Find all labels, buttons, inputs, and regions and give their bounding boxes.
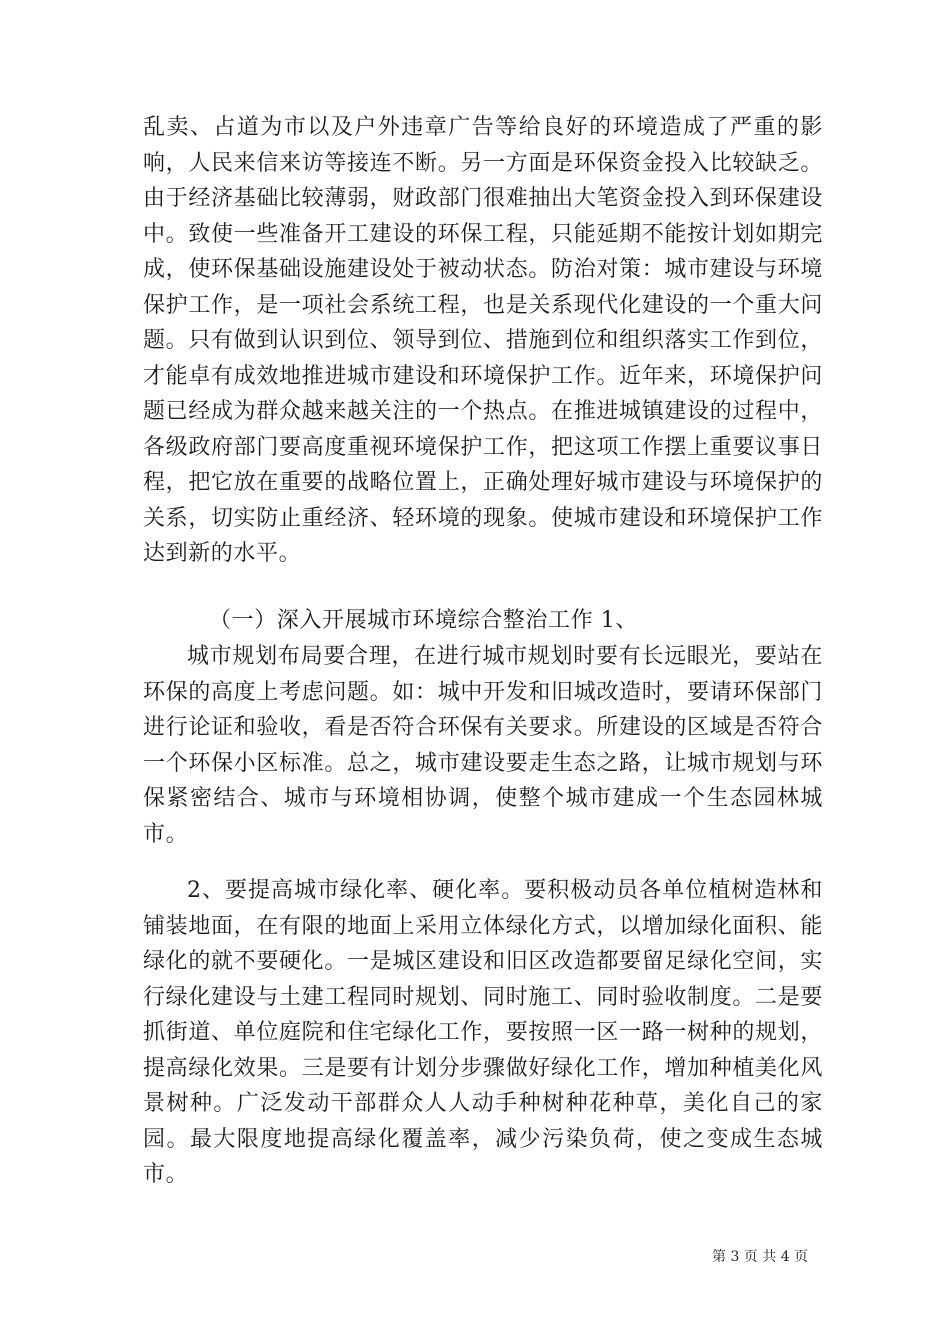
body-paragraph: 2、要提高城市绿化率、硬化率。要积极动员各单位植树造林和铺装地面，在有限的地面上采用立体绿化方式，以增加绿化面积、能绿化的就不要硬化。一是城区建设和旧区改造都要留足绿化空间，实行绿化建设与土建工程同时规划、同时施工、同时验收制度。二是要抓街道、单位庭院和住宅绿化工作，要按照一区一路一树种的规划，提高绿化效果。三是要有计划分步骤做好绿化工作，增加种植美化风景树种。广泛发动干部群众人人动手种树种花种草，美化自己的家园。最大限度地提高绿化覆盖率，减少污染负荷，使之变成生态城市。 [143, 878, 823, 1187]
body-paragraph: 乱卖、占道为市以及户外违章广告等给良好的环境造成了严重的影响，人民来信来访等接连不断。另一方面是环保资金投入比较缺乏。由于经济基础比较薄弱，财政部门很难抽出大笔资金投入到环保建设中。致使一些准备开工建设的环保工程，只能延期不能按计划如期完成，使环保基础设施建设处于被动状态。防治对策：城市建设与环境保护工作，是一项社会系统工程，也是关系现代化建设的一个重大问题。只有做到认识到位、领导到位、措施到位和组织落实工作到位，才能卓有成效地推进城市建设和环境保护工作。近年来，环境保护问题已经成为群众越来越关注的一个热点。在推进城镇建设的过程中，各级政府部门要高度重视环境保护工作，把这项工作摆上重要议事日程，把它放在重要的战略位置上，正确处理好城市建设与环境保护的关系，切实防止重经济、轻环境的现象。使城市建设和环境保护工作达到新的水平。 [143, 115, 823, 566]
page-number-footer: 第 3 页 共 4 页 [712, 1249, 809, 1265]
section-heading: （一）深入开展城市环境综合整治工作 1、 [209, 608, 638, 633]
body-paragraph: 城市规划布局要合理，在进行城市规划时要有长远眼光，要站在环保的高度上考虑问题。如：城中开发和旧城改造时，要请环保部门进行论证和验收，看是否符合环保有关要求。所建设的区域是否符合一个环保小区标准。总之，城市建设要走生态之路，让城市规划与环保紧密结合、城市与环境相协调，使整个城市建成一个生态园林城市。 [143, 644, 823, 847]
